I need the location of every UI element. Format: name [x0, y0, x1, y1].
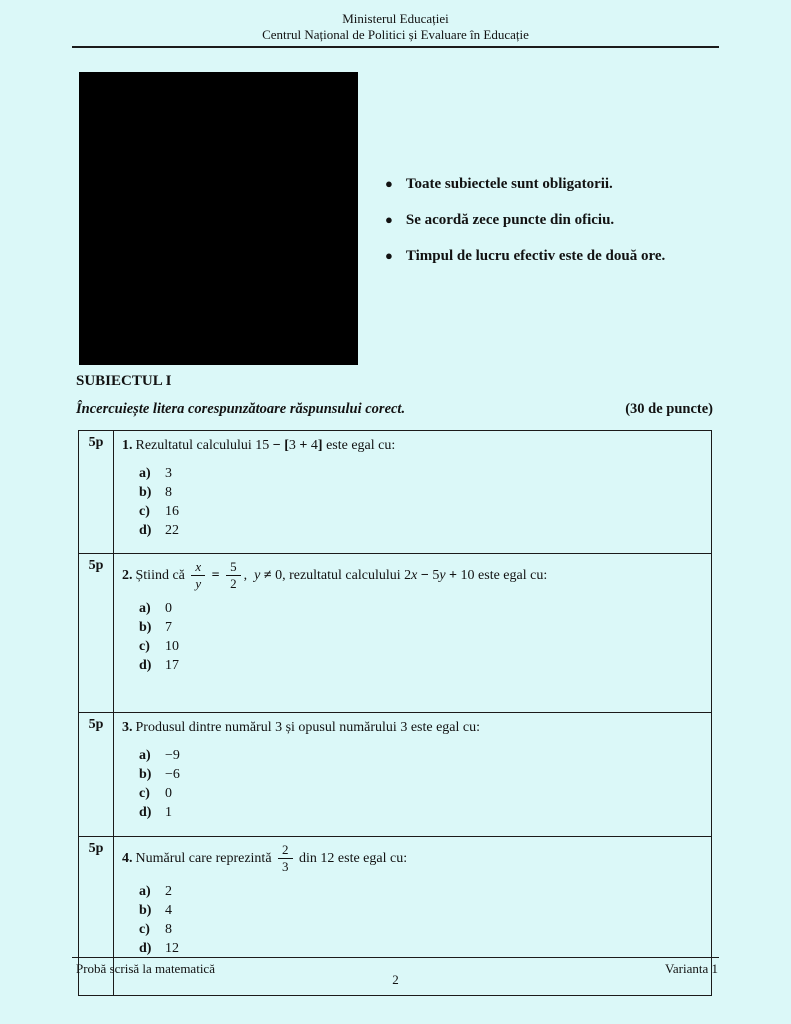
answer-option — [139, 521, 701, 540]
bullet-icon: ● — [385, 211, 393, 227]
notice-item — [385, 176, 665, 193]
option-value: −9 — [165, 747, 180, 763]
fraction-denominator: 3 — [282, 859, 289, 875]
footer-variant: Varianta 1 — [664, 961, 718, 976]
question-phrase: Numărul care reprezintă — [135, 850, 276, 866]
fraction — [278, 843, 293, 875]
math-expression: , y ≠ 0 — [243, 567, 283, 583]
math-expression: = — [211, 567, 220, 583]
question-phrase: Știind că — [135, 567, 189, 583]
option-letter: d) — [139, 804, 152, 820]
notice-item — [385, 212, 665, 229]
option-value: 8 — [165, 484, 172, 500]
question-phrase: din 12 este egal cu: — [295, 850, 408, 866]
questions-table — [78, 430, 712, 996]
answer-option — [139, 882, 701, 901]
center-line: Centrul Național de Politici și Evaluare în Educație — [262, 26, 529, 42]
points-cell: 5p — [79, 712, 114, 836]
answer-option — [139, 502, 701, 521]
answer-options — [139, 882, 701, 958]
answer-option — [139, 784, 701, 803]
answer-option — [139, 746, 701, 765]
points-cell: 5p — [79, 430, 114, 553]
math-expression: 2x − 5y + 10 — [404, 567, 475, 583]
instruction-text: Încercuiește litera corespunzătoare răspunsului corect. — [76, 400, 406, 417]
option-value: 4 — [165, 903, 172, 919]
option-letter: c) — [139, 503, 150, 519]
answer-option — [139, 599, 701, 618]
fraction-numerator: x — [191, 560, 205, 576]
question-text — [122, 560, 701, 592]
footer-subject: Probă scrisă la matematică — [76, 961, 215, 976]
option-value: 12 — [165, 941, 179, 957]
option-value: 10 — [165, 639, 179, 655]
question-phrase: Rezultatul calculului — [135, 437, 256, 453]
bullet-icon: ● — [385, 175, 393, 191]
question-phrase: este egal cu: — [474, 567, 548, 583]
redacted-block — [79, 72, 358, 365]
question-number: 3. — [122, 719, 133, 735]
option-value: 22 — [165, 522, 179, 538]
option-letter: c) — [139, 922, 150, 938]
answer-option — [139, 656, 701, 675]
option-letter: a) — [139, 601, 151, 617]
question-phrase: Produsul dintre numărul 3 și opusul numărului 3 este egal cu: — [135, 719, 481, 735]
option-value: 2 — [165, 884, 172, 900]
notice-text: Timpul de lucru efectiv este de două ore. — [405, 247, 666, 264]
ministry-line: Ministerul Educației — [342, 11, 449, 26]
option-letter: b) — [139, 766, 152, 782]
question-row — [79, 553, 712, 712]
fraction-denominator: y — [195, 576, 202, 592]
option-letter: b) — [139, 484, 152, 500]
footer-rule — [72, 957, 719, 958]
answer-option — [139, 464, 701, 483]
points-cell: 5p — [79, 553, 114, 712]
answer-option — [139, 618, 701, 637]
section-title: SUBIECTUL I — [76, 372, 172, 389]
notice-text: Se acordă zece puncte din oficiu. — [405, 211, 615, 228]
question-row — [79, 430, 712, 553]
option-letter: a) — [139, 465, 151, 481]
answer-option — [139, 803, 701, 822]
question-cell — [114, 712, 712, 836]
question-row — [79, 712, 712, 836]
option-value: 0 — [165, 785, 172, 801]
intro-section — [0, 48, 791, 369]
question-cell — [114, 430, 712, 553]
option-value: 8 — [165, 922, 172, 938]
question-number: 1. — [122, 437, 133, 453]
question-text — [122, 843, 701, 875]
fraction — [191, 560, 205, 592]
answer-option — [139, 483, 701, 502]
answer-option — [139, 901, 701, 920]
bullet-icon: ● — [385, 247, 393, 263]
answer-options — [139, 599, 701, 675]
option-letter: c) — [139, 785, 150, 801]
option-letter: a) — [139, 884, 151, 900]
notice-item — [385, 248, 665, 265]
points-cell: 5p — [79, 836, 114, 995]
fraction-denominator: 2 — [230, 576, 237, 592]
answer-option — [139, 765, 701, 784]
answer-option — [139, 920, 701, 939]
option-value: 17 — [165, 658, 179, 674]
option-value: 3 — [165, 465, 172, 481]
instruction-row — [76, 401, 713, 418]
page-number: 2 — [392, 972, 399, 987]
fraction-numerator: 2 — [278, 843, 293, 859]
option-letter: a) — [139, 747, 151, 763]
math-expression: 15 − [3 + 4] — [255, 437, 323, 453]
question-phrase: , rezultatul calculului — [282, 567, 405, 583]
option-letter: d) — [139, 658, 152, 674]
option-value: 0 — [165, 601, 172, 617]
option-value: 1 — [165, 804, 172, 820]
option-letter: b) — [139, 620, 152, 636]
question-text — [122, 437, 701, 456]
option-letter: d) — [139, 941, 152, 957]
option-value: 7 — [165, 620, 172, 636]
question-cell — [114, 553, 712, 712]
question-number: 4. — [122, 850, 133, 866]
notice-text: Toate subiectele sunt obligatorii. — [405, 175, 613, 192]
fraction-numerator: 5 — [226, 560, 241, 576]
option-value: −6 — [165, 766, 180, 782]
question-text — [122, 719, 701, 738]
question-phrase: este egal cu: — [322, 437, 396, 453]
option-letter: d) — [139, 522, 152, 538]
exam-notices — [385, 176, 665, 284]
option-letter: b) — [139, 903, 152, 919]
fraction — [226, 560, 241, 592]
option-value: 16 — [165, 503, 179, 519]
question-number: 2. — [122, 567, 133, 583]
answer-options — [139, 464, 701, 540]
answer-option — [139, 939, 701, 958]
option-letter: c) — [139, 639, 150, 655]
page-header — [0, 0, 791, 43]
section-points: (30 de puncte) — [625, 400, 713, 417]
answer-options — [139, 746, 701, 822]
answer-option — [139, 637, 701, 656]
